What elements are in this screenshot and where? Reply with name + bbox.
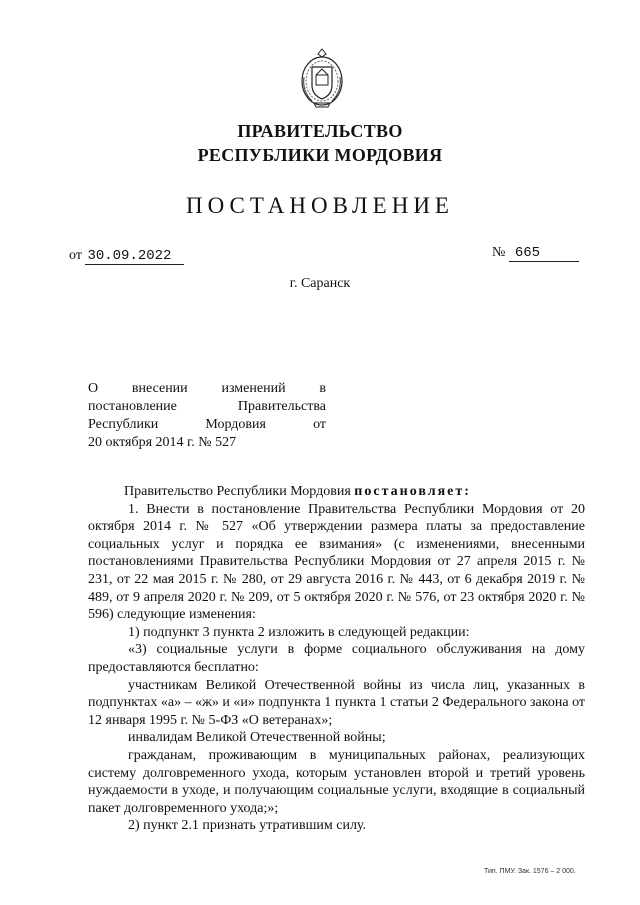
print-mark: Тип. ПМУ. Зак. 1576 – 2 000. (484, 868, 576, 875)
body-paragraph: инвалидам Великой Отечественной войны; (128, 730, 386, 746)
body-paragraph: гражданам, проживающим в муниципальных районах, реализующих систему долговременного ухода, которым установлен второй и третий уровень нуждаемости в уходе, и получающим социальные услуги, входящие в социальный пакет долговременного ухода;»; (88, 747, 585, 816)
subject-line: Республики Мордовия от (88, 417, 326, 432)
body-paragraph: 1. Внести в постановление Правительства Республики Мордовия от 20 октября 2014 г. № 527 «Об утверждении размера платы за предоставление социальных услуг и порядка ее взимания» (с изменениями, внесенными постановлениями Правительства Республики Мордовия от 27 апреля 2015 г. № 231, от 22 мая 2015 г. № 280, от 29 августа 2016 г. № 443, от 6 декабря 2019 г. № 489, от 9 апреля 2020 г. № 209, от 5 октября 2020 г. № 576, от 23 октября 2020 г. № 596) следующие изменения: (88, 501, 585, 623)
date-line (69, 248, 184, 265)
government-title-line2: РЕСПУБЛИКИ МОРДОВИЯ (197, 145, 443, 165)
subject-line: О внесении изменений в (88, 381, 326, 396)
document-body (88, 483, 585, 835)
subject-line: 20 октября 2014 г. № 527 (88, 435, 237, 450)
document-number: 665 (509, 246, 579, 262)
body-paragraph: 2) пункт 2.1 признать утратившим силу. (128, 818, 367, 834)
document-subject (88, 380, 326, 452)
intro-paragraph (88, 483, 585, 501)
city: г. Саранск (289, 276, 351, 291)
body-paragraph: «3) социальные услуги в форме социального обслуживания на дому предоставляются бесплатно: (88, 642, 585, 675)
document-date: 30.09.2022 (85, 249, 184, 265)
mordovia-coat-of-arms-icon (298, 47, 346, 109)
document-type: ПОСТАНОВЛЕНИЕ (186, 193, 454, 218)
subject-line: постановление Правительства (88, 399, 326, 414)
date-prefix: от (69, 248, 82, 263)
number-prefix: № (492, 245, 506, 260)
body-paragraph: 1) подпункт 3 пункта 2 изложить в следующей редакции: (128, 624, 470, 640)
government-title-line1: ПРАВИТЕЛЬСТВО (237, 121, 403, 141)
intro-prefix: Правительство Республики Мордовия (124, 484, 351, 499)
number-line (492, 245, 579, 262)
intro-verb: постановляет: (354, 484, 471, 499)
body-paragraph: участникам Великой Отечественной войны из числа лиц, указанных в подпунктах «а» – «ж» и «и» подпункта 1 пункта 1 статьи 2 Федерального закона от 12 января 1995 г. № 5-ФЗ «О ветеранах»; (88, 677, 585, 728)
